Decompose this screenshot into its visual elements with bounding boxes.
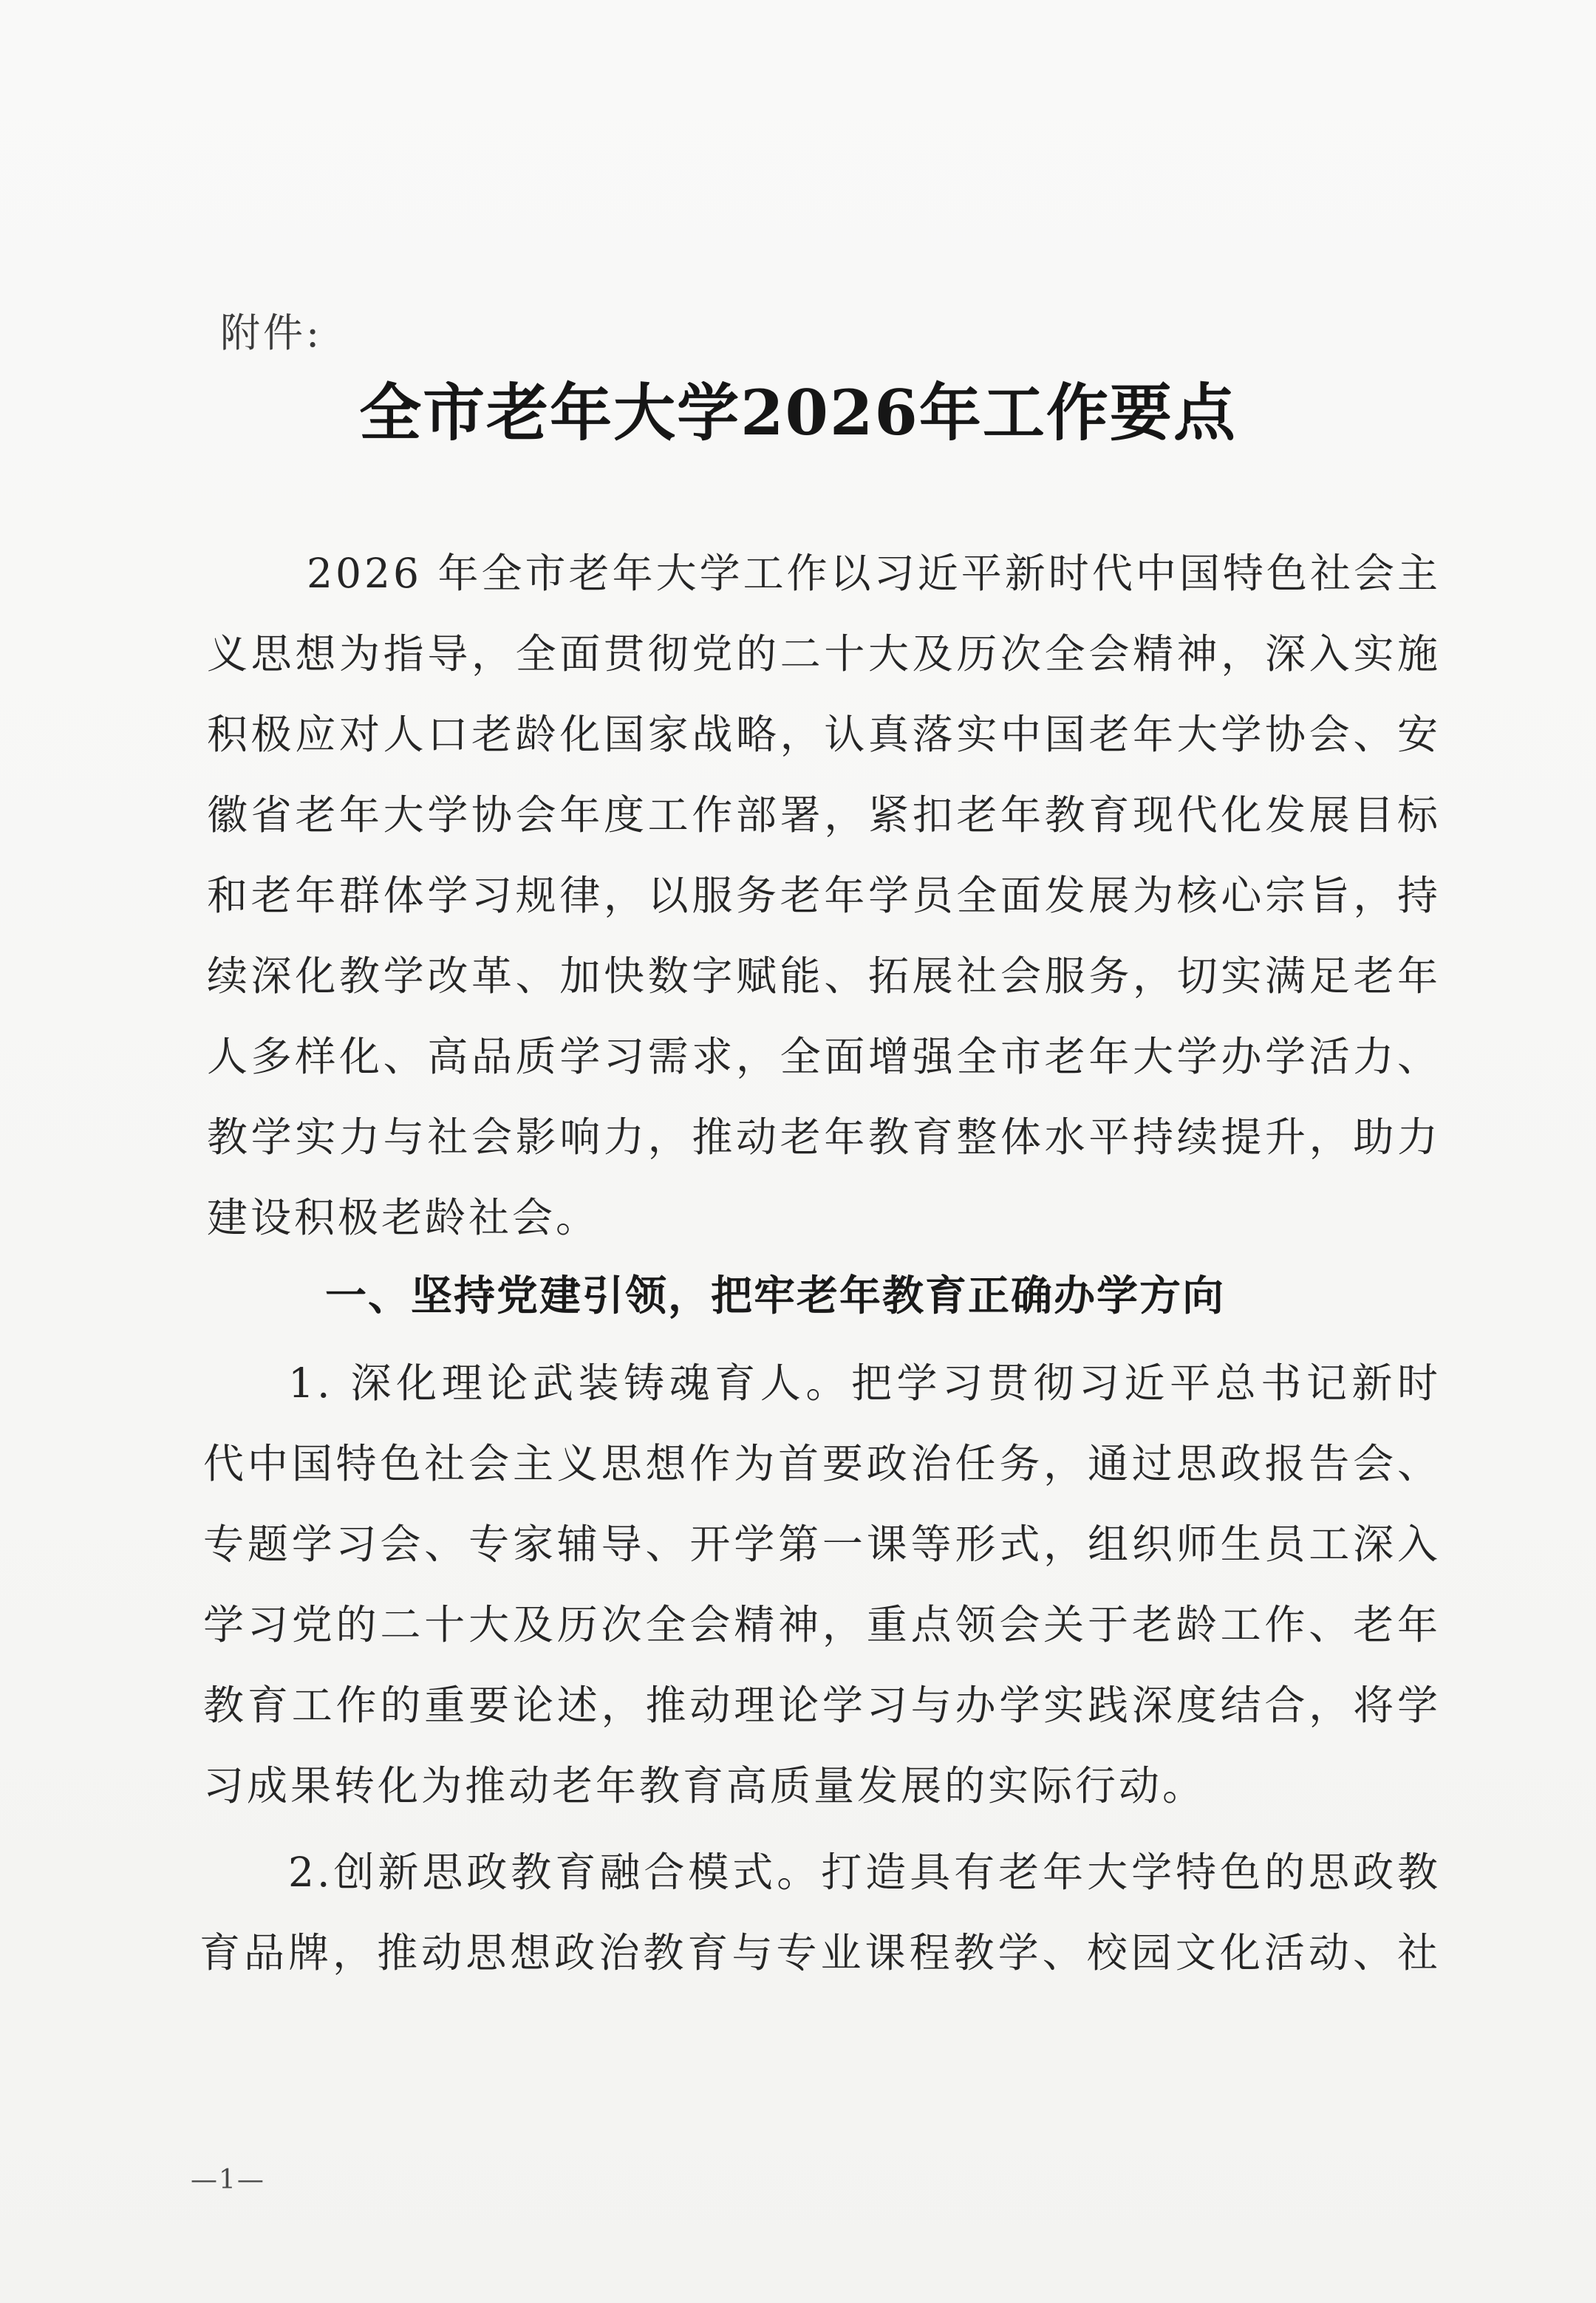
- page-number: —1—: [191, 2165, 265, 2195]
- item-1-line-4: 学习党的二十大及历次全会精神，重点领会关于老龄工作、老年: [203, 1601, 1441, 1648]
- intro-paragraph: [207, 533, 1441, 1258]
- intro-line-2: 义思想为指导，全面贯彻党的二十大及历次全会精神，深入实施: [207, 630, 1441, 678]
- intro-line-8: 教学实力与社会影响力，推动老年教育整体水平持续提升，助力: [207, 1113, 1441, 1161]
- item-1-line-5: 教育工作的重要论述，推动理论学习与办学实践深度结合，将学: [203, 1682, 1441, 1729]
- intro-line-1: 2026 年全市老年大学工作以习近平新时代中国特色社会主: [307, 550, 1441, 597]
- attachment-label: 附件:: [220, 310, 323, 356]
- item-1-line-6: 习成果转化为推动老年教育高质量发展的实际行动。: [203, 1762, 1207, 1809]
- item-1-line-1: 1. 深化理论武装铸魂育人。把学习贯彻习近平总书记新时: [288, 1359, 1441, 1407]
- intro-line-4: 徽省老年大学协会年度工作部署，紧扣老年教育现代化发展目标: [207, 791, 1441, 839]
- item-2-line-2: 育品牌，推动思想政治教育与专业课程教学、校园文化活动、社: [200, 1929, 1441, 1976]
- document-title: 全市老年大学2026年工作要点: [359, 376, 1237, 449]
- section-heading-1: 一、坚持党建引领，把牢老年教育正确办学方向: [325, 1272, 1225, 1320]
- item-2-paragraph: [200, 1832, 1441, 1993]
- intro-line-3: 积极应对人口老龄化国家战略，认真落实中国老年大学协会、安: [207, 711, 1441, 758]
- intro-line-7: 人多样化、高品质学习需求，全面增强全市老年大学办学活力、: [207, 1033, 1441, 1080]
- intro-line-5: 和老年群体学习规律，以服务老年学员全面发展为核心宗旨，持: [207, 872, 1441, 919]
- item-1-line-3: 专题学习会、专家辅导、开学第一课等形式，组织师生员工深入: [203, 1521, 1441, 1568]
- item-1-line-2: 代中国特色社会主义思想作为首要政治任务，通过思政报告会、: [203, 1440, 1441, 1487]
- item-1-paragraph: [203, 1343, 1441, 1826]
- intro-line-9: 建设积极老龄社会。: [207, 1194, 600, 1241]
- item-2-line-1: 2.创新思政教育融合模式。打造具有老年大学特色的思政教: [288, 1849, 1441, 1896]
- intro-line-6: 续深化教学改革、加快数字赋能、拓展社会服务，切实满足老年: [207, 952, 1441, 1000]
